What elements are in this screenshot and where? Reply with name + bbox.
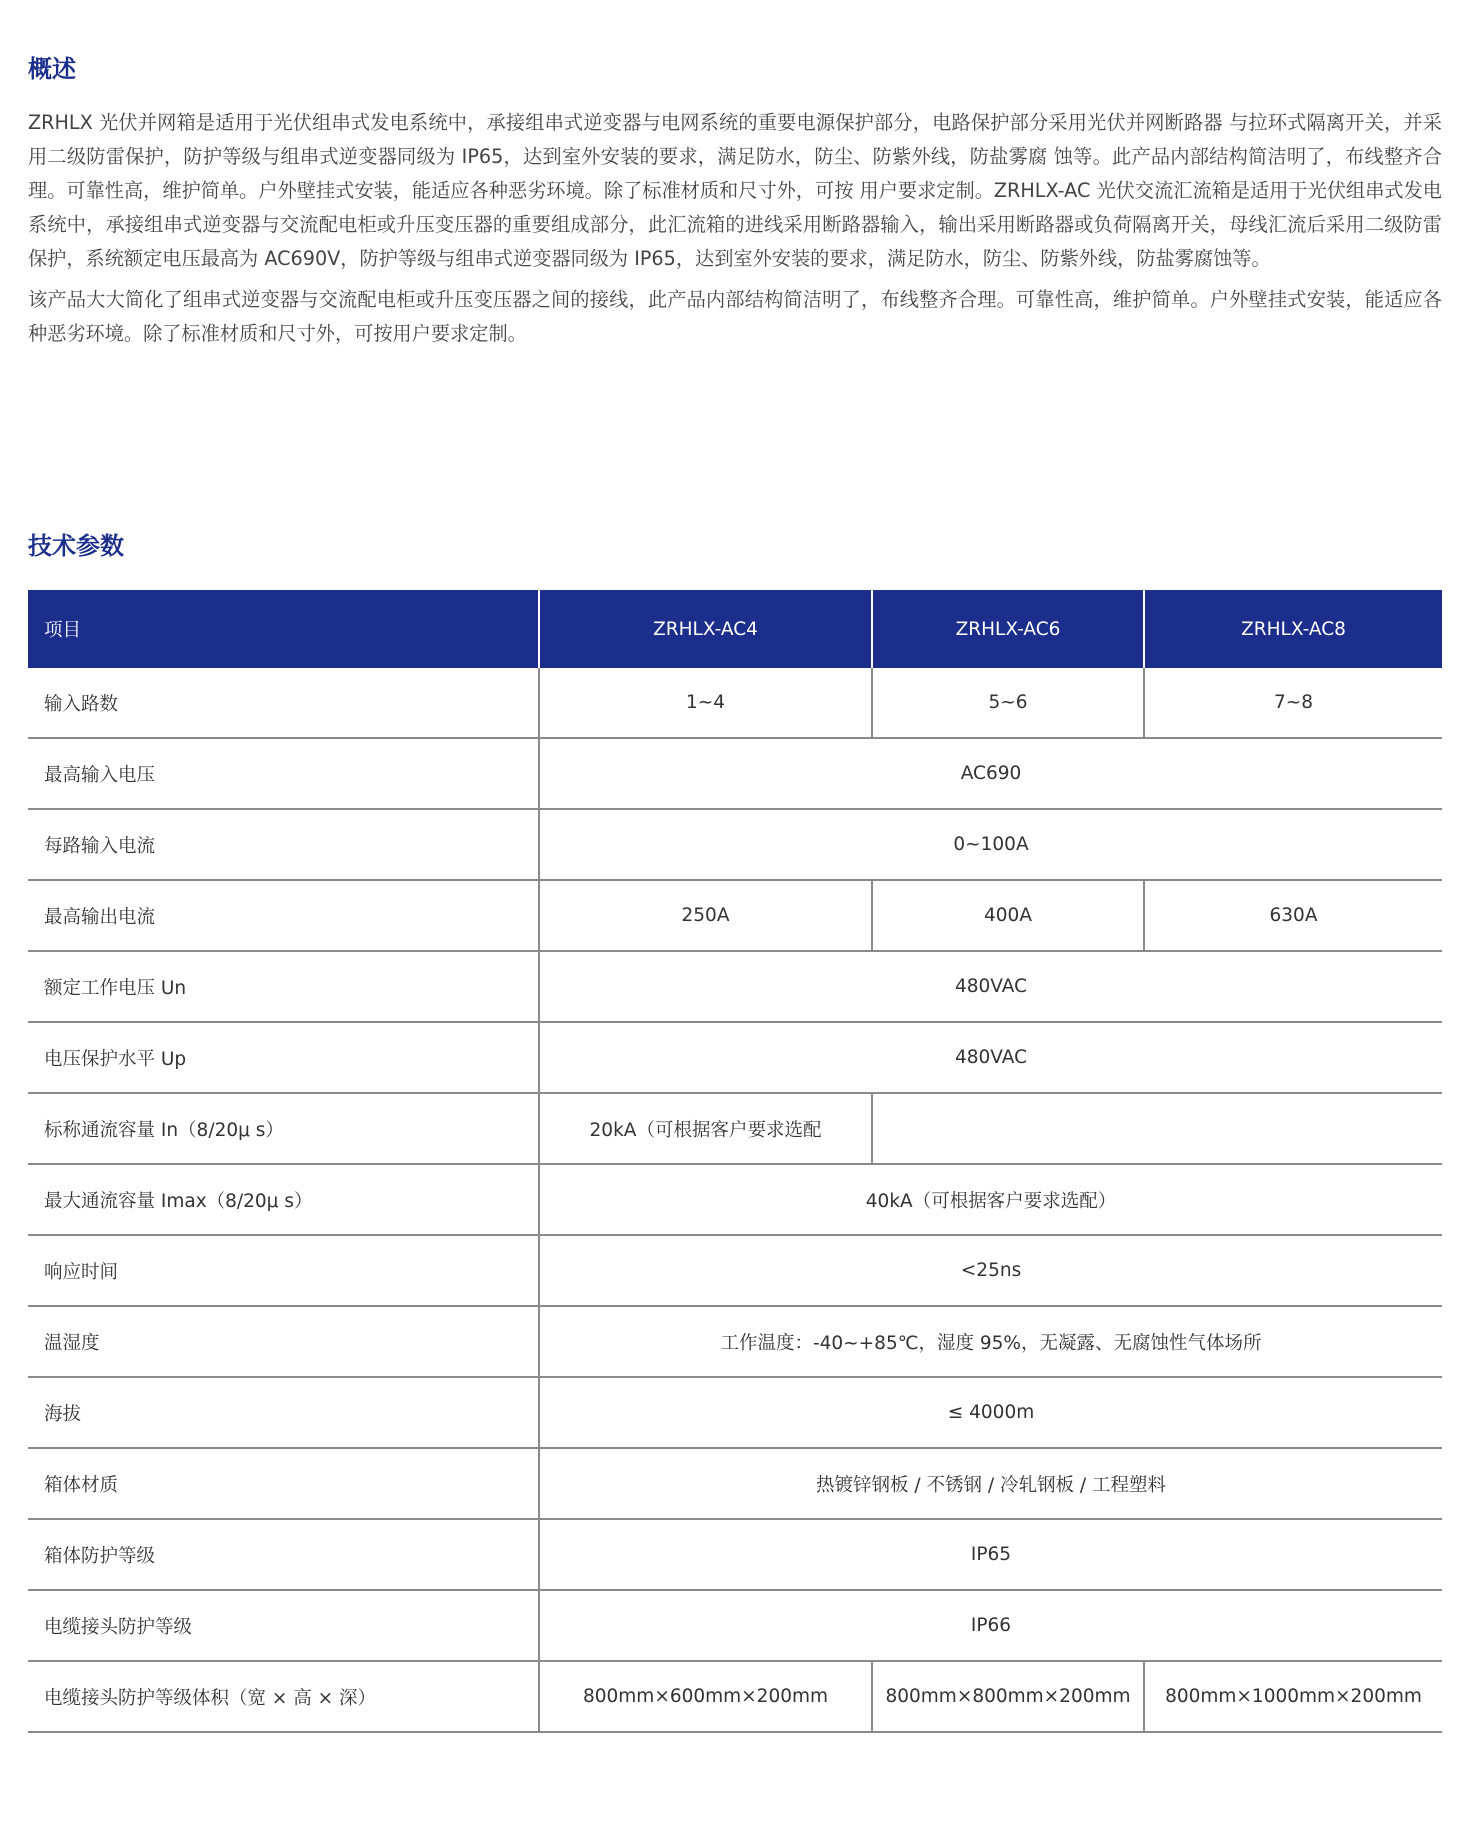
spec-table-body [28, 668, 1442, 1732]
cell-value: 7~8 [1144, 668, 1442, 738]
cell-value: AC690 [539, 738, 1442, 809]
table-row [28, 1448, 1442, 1519]
overview-paragraph-2: 该产品大大简化了组串式逆变器与交流配电柜或升压变压器之间的接线，此产品内部结构简洁明了，布线整齐合理。可靠性高，维护简单。户外壁挂式安装，能适应各种恶劣环境。除了标准材质和尺寸外，可按用户要求定制。 [28, 288, 1442, 345]
table-row [28, 668, 1442, 738]
row-label: 电压保护水平 Up [28, 1022, 539, 1093]
row-label: 最高输入电压 [28, 738, 539, 809]
row-label: 温湿度 [28, 1306, 539, 1377]
header-row [28, 590, 1442, 668]
specs-title: 技术参数 [28, 532, 124, 560]
cell-value: 1~4 [539, 668, 872, 738]
cell-value: 40kA（可根据客户要求选配） [539, 1164, 1442, 1235]
table-row [28, 951, 1442, 1022]
cell-value: 0~100A [539, 809, 1442, 880]
row-label: 电缆接头防护等级体积（宽 × 高 × 深） [28, 1661, 539, 1732]
table-row [28, 1093, 1442, 1164]
cell-value: ≤ 4000m [539, 1377, 1442, 1448]
row-label: 箱体防护等级 [28, 1519, 539, 1590]
cell-value: 热镀锌钢板 / 不锈钢 / 冷轧钢板 / 工程塑料 [539, 1448, 1442, 1519]
row-label: 每路输入电流 [28, 809, 539, 880]
table-row [28, 880, 1442, 951]
row-label: 最大通流容量 Imax（8/20μ s） [28, 1164, 539, 1235]
cell-value: 480VAC [539, 1022, 1442, 1093]
cell-value: 630A [1144, 880, 1442, 951]
row-label: 箱体材质 [28, 1448, 539, 1519]
cell-value: 800mm×800mm×200mm [872, 1661, 1144, 1732]
table-row [28, 1306, 1442, 1377]
table-row [28, 1164, 1442, 1235]
row-label: 最高输出电流 [28, 880, 539, 951]
row-label: 响应时间 [28, 1235, 539, 1306]
table-row [28, 1661, 1442, 1732]
cell-value: <25ns [539, 1235, 1442, 1306]
table-row [28, 1377, 1442, 1448]
cell-value: IP65 [539, 1519, 1442, 1590]
cell-value: 480VAC [539, 951, 1442, 1022]
cell-value: 工作温度：-40~+85℃，湿度 95%，无凝露、无腐蚀性气体场所 [539, 1306, 1442, 1377]
cell-value: 250A [539, 880, 872, 951]
header-model-ac4: ZRHLX-AC4 [539, 590, 872, 668]
spec-table [28, 590, 1442, 1733]
table-row [28, 1022, 1442, 1093]
header-model-ac8: ZRHLX-AC8 [1144, 590, 1442, 668]
row-label: 输入路数 [28, 668, 539, 738]
cell-value: 800mm×600mm×200mm [539, 1661, 872, 1732]
row-label: 电缆接头防护等级 [28, 1590, 539, 1661]
spec-table-header [28, 590, 1442, 668]
table-row [28, 1590, 1442, 1661]
row-label: 额定工作电压 Un [28, 951, 539, 1022]
row-label: 海拔 [28, 1377, 539, 1448]
cell-empty [872, 1093, 1442, 1164]
overview-paragraph-1: ZRHLX 光伏并网箱是适用于光伏组串式发电系统中，承接组串式逆变器与电网系统的重要电源保护部分，电路保护部分采用光伏并网断路器 与拉环式隔离开关，并采用二级防雷保护，防护等级与组串式逆变器同级为 IP65，达到室外安装的要求，满足防水，防尘、防紫外线，防盐雾腐 蚀等。此产品内部结构简洁明了，布线整齐合理。可靠性高，维护简单。户外壁挂式安装，能适应各种恶劣环境。除了标准材质和尺寸外，可按 用户要求定制。ZRHLX-AC 光伏交流汇流箱是适用于光伏组串式发电系统中，承接组串式逆变器与交流配电柜或升压变压器的重要组成部分，此汇流箱的进线采用断路器输入，输出采用断路器或负荷隔离开关，母线汇流后采用二级防雷保护，系统额定电压最高为 AC690V，防护等级与组串式逆变器同级为 IP65，达到室外安装的要求，满足防水，防尘、防紫外线，防盐雾腐蚀等。 [28, 111, 1442, 270]
table-row [28, 809, 1442, 880]
table-row [28, 1235, 1442, 1306]
table-row [28, 738, 1442, 809]
row-label: 标称通流容量 In（8/20μ s） [28, 1093, 539, 1164]
cell-value: IP66 [539, 1590, 1442, 1661]
cell-value: 800mm×1000mm×200mm [1144, 1661, 1442, 1732]
header-model-ac6: ZRHLX-AC6 [872, 590, 1144, 668]
cell-value: 5~6 [872, 668, 1144, 738]
cell-value: 20kA（可根据客户要求选配 [539, 1093, 872, 1164]
table-row [28, 1519, 1442, 1590]
overview-body [28, 106, 1442, 358]
overview-title: 概述 [28, 55, 76, 83]
header-label: 项目 [28, 590, 539, 668]
cell-value: 400A [872, 880, 1144, 951]
